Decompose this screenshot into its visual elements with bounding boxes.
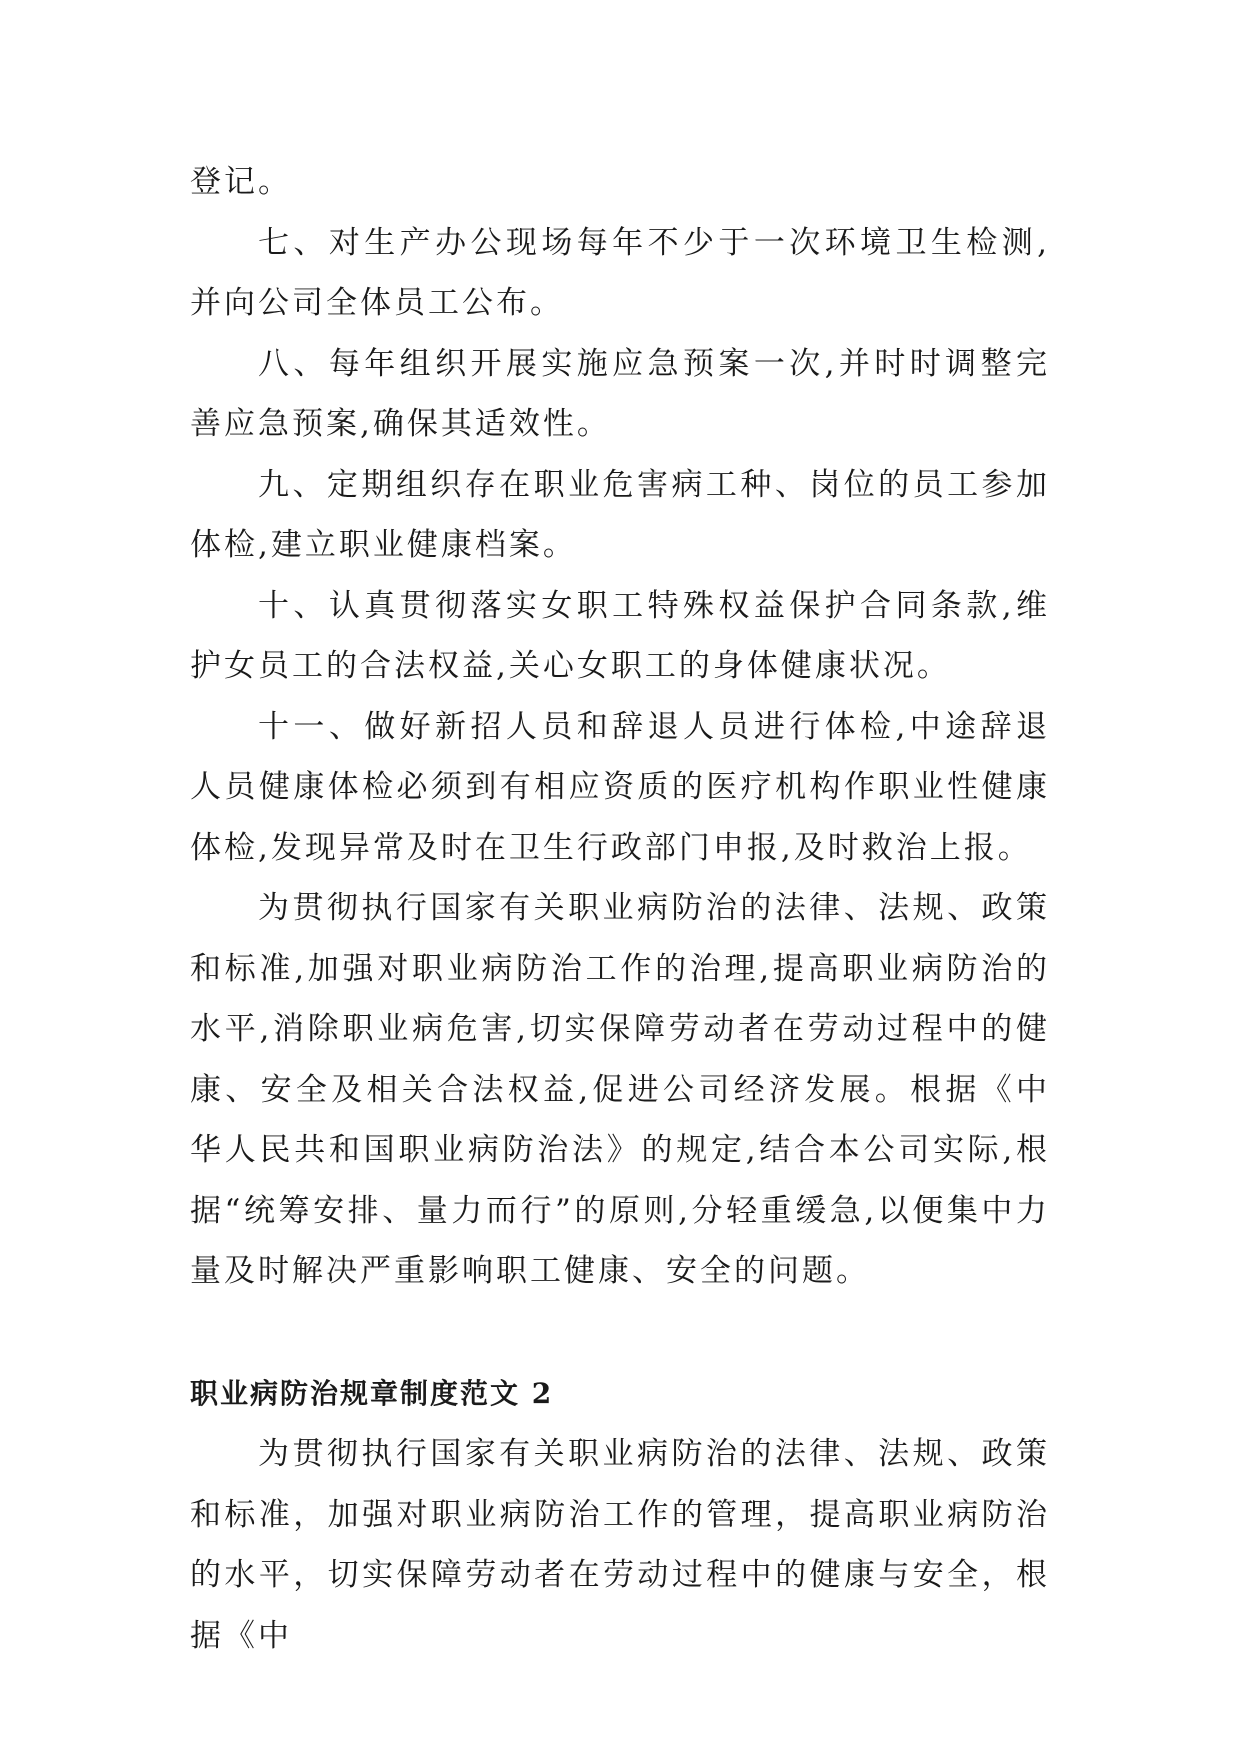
paragraph-7: 为贯彻执行国家有关职业病防治的法律、法规、政策和标准,加强对职业病防治工作的治理,提高职业病防治的水平,消除职业病危害,切实保障劳动者在劳动过程中的健康、安全及相关合法权益,促进公司经济发展。根据《中华人民共和国职业病防治法》的规定,结合本公司实际,根据“统筹安排、量力而行”的原则,分轻重缓急,以便集中力量及时解决严重影响职工健康、安全的问题。 [190,890,1050,1289]
paragraph-2: 七、对生产办公现场每年不少于一次环境卫生检测,并向公司全体员工公布。 [190,224,1050,321]
paragraph-1: 登记。 [190,164,292,200]
paragraph-5: 十、认真贯彻落实女职工特殊权益保护合同条款,维护女员工的合法权益,关心女职工的身体健康状况。 [190,587,1050,684]
paragraph-8: 为贯彻执行国家有关职业病防治的法律、法规、政策和标准，加强对职业病防治工作的管理，提高职业病防治的水平，切实保障劳动者在劳动过程中的健康与安全，根据《中 [190,1436,1050,1654]
paragraph-6: 十一、做好新招人员和辞退人员进行体检,中途辞退人员健康体检必须到有相应资质的医疗机构作职业性健康体检,发现异常及时在卫生行政部门申报,及时救治上报。 [190,708,1050,866]
document-page [190,152,1050,1666]
paragraph-4: 九、定期组织存在职业危害病工种、岗位的员工参加体检,建立职业健康档案。 [190,466,1050,563]
paragraph-3: 八、每年组织开展实施应急预案一次,并时时调整完善应急预案,确保其适效性。 [190,345,1050,442]
section-heading: 职业病防治规章制度范文 2 [190,1376,554,1410]
